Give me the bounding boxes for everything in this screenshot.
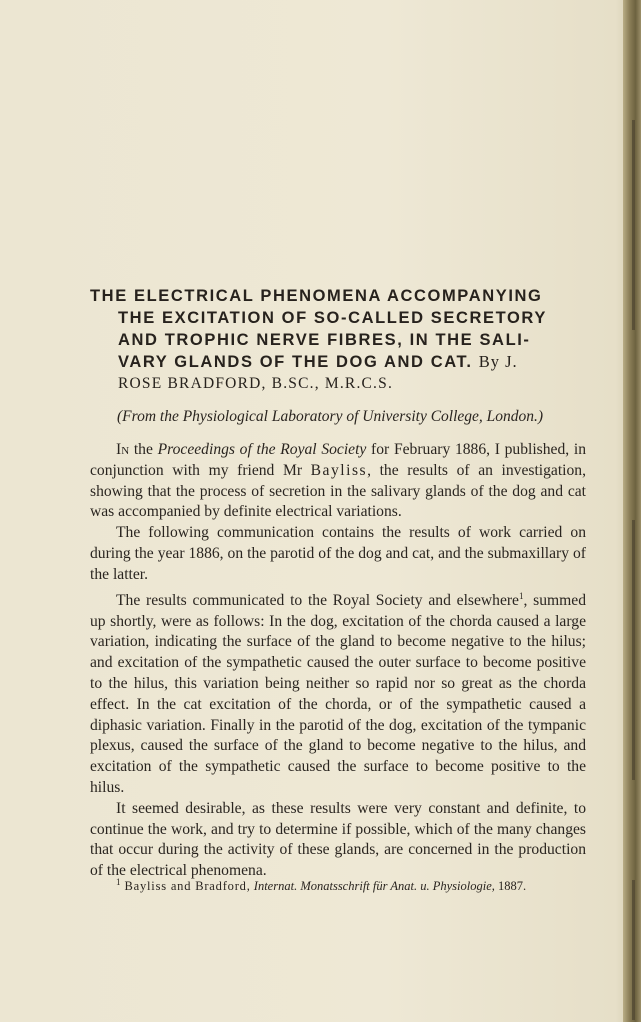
paragraph: It seemed desirable, as these results were very constant and definite, to continue the work, and try to determine if possible, which of the many changes that occur during the activity of these glands, are concerned in the production of the electrical phenomena. <box>90 799 586 880</box>
title-line: THE ELECTRICAL PHENOMENA ACCOMPANYING <box>90 287 543 305</box>
text-run: the <box>129 441 158 458</box>
title-line: AND TROPHIC NERVE FIBRES, IN THE SALI- <box>118 331 531 349</box>
title-line: THE EXCITATION OF SO-CALLED SECRETORY <box>118 309 547 327</box>
text-run: The results communicated to the Royal Society and elsewhere <box>116 591 519 609</box>
article-title <box>90 285 590 395</box>
paragraph: The following communication contains the results of work carried on during the year 1886, on the parotid of the dog and cat, and the submaxillary of the latter. <box>90 524 586 583</box>
article-body <box>90 440 586 882</box>
text-run: , summed up shortly, were as follows: In the dog, excitation of the chorda caused a large variation, indicating the surface of the gland to become negative to the hilus; and excitation of the sympathetic caused the outer surface to become positive to the hilus, this variation being neither so rapid nor so great as the chorda effect. In the cat excitation of the chorda, or of the sympathetic caused a diphasic variation. Finally in the parotid of the dog, excitation of the tympanic plexus, caused the surface of the gland to become negative to the hilus, and excitation of the sympathetic caused the surface to become positive to the hilus. <box>90 591 586 796</box>
text-run: , the results of an investigation, showing that the process of secretion in the salivary glands of the dog and cat was accompanied by definite electrical variations. <box>90 461 586 521</box>
title-line <box>90 351 590 373</box>
footnote <box>116 877 586 894</box>
footnote-journal: Internat. Monatsschrift für Anat. u. Physiologie, <box>253 879 495 894</box>
author-name: ROSE BRADFORD, B.SC., M.R.C.S. <box>118 375 394 392</box>
footnote-year: 1887. <box>498 879 527 894</box>
lead-word: In <box>116 441 130 458</box>
author-credentials <box>90 373 590 395</box>
binding-shadow <box>632 880 635 1020</box>
text-run: for February 1886, I published, in conjunction with my friend Mr <box>90 441 586 479</box>
author-by: By J. <box>478 352 518 371</box>
book-binding-edge <box>623 0 641 1022</box>
binding-shadow <box>632 120 635 330</box>
footnote-ref: 1 <box>518 590 524 601</box>
journal-name: Proceedings of the Royal Society <box>157 441 367 458</box>
affiliation: (From the Physiological Laboratory of University College, London.) <box>117 408 544 425</box>
footnote-marker: 1 <box>116 877 121 887</box>
footnote-authors: Bayliss and Bradford, <box>124 879 251 894</box>
title-line-text: VARY GLANDS OF THE DOG AND CAT. <box>118 353 473 371</box>
binding-shadow <box>632 520 635 780</box>
paragraph <box>90 440 586 523</box>
paragraph <box>90 586 586 799</box>
author-reference: Bayliss <box>310 461 368 479</box>
